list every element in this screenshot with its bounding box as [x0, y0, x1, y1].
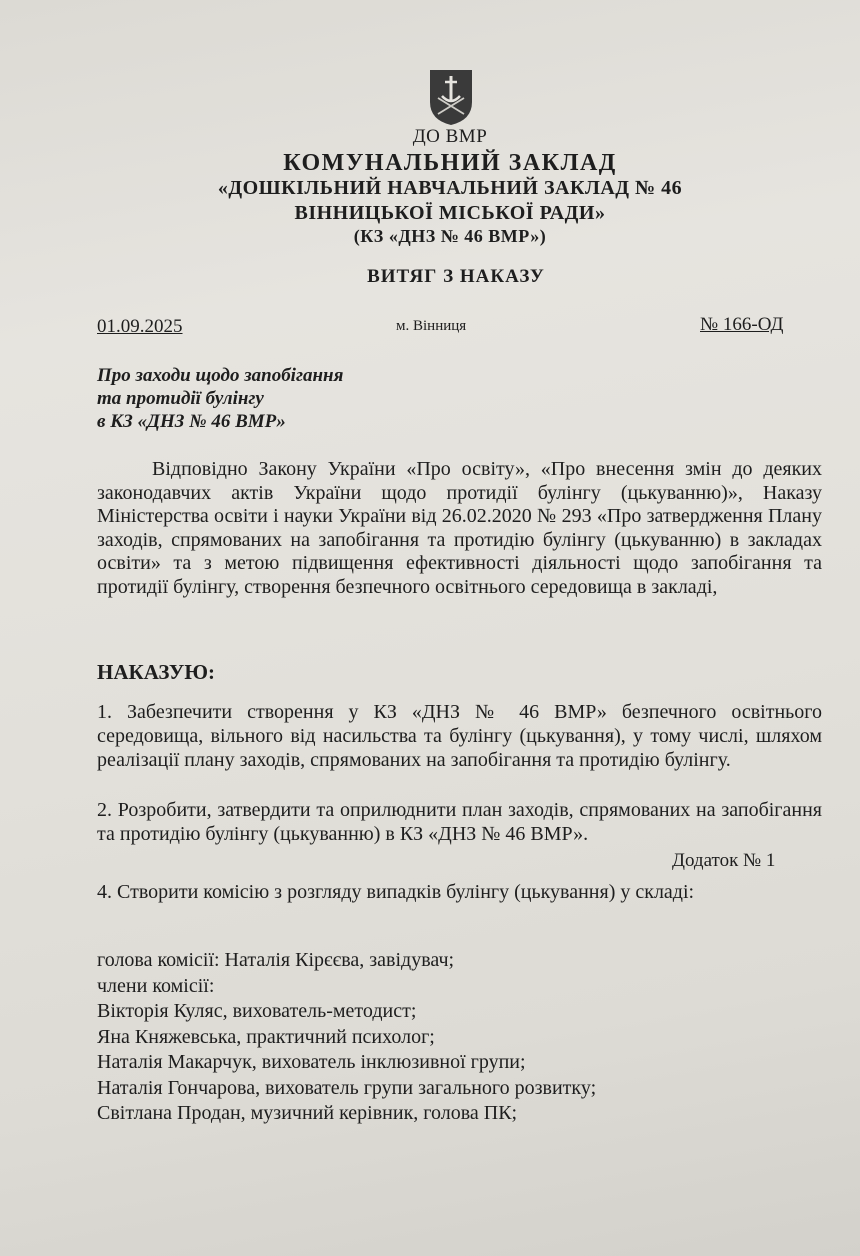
commission-member: Вікторія Куляс, вихователь-методист; [97, 1000, 417, 1022]
order-item-2: 2. Розробити, затвердити та оприлюднити план заходів, спрямованих на запобігання та протидію булінгу (цькуванню) в КЗ «ДНЗ № 46 ВМР». [97, 799, 822, 845]
order-number: № 166-ОД [700, 314, 784, 335]
order-city: м. Вінниця [396, 318, 467, 334]
org-name-line-1: КОМУНАЛЬНИЙ ЗАКЛАД [283, 150, 617, 176]
order-item-4: 4. Створити комісію з розгляду випадків булінгу (цькування) у складі: [97, 881, 695, 903]
order-heading: НАКАЗУЮ: [97, 660, 215, 684]
order-item-1: 1. Забезпечити створення у КЗ «ДНЗ № 46 ВМР» безпечного освітнього середовища, вільного від насильства та булінгу (цькування), у тому числі, шляхом реалізації плану заходів, спрямованих на запобігання та протидію булінгу. [97, 701, 822, 771]
subject-line: в КЗ «ДНЗ № 46 ВМР» [97, 411, 286, 432]
appendix-reference: Додаток № 1 [672, 850, 776, 871]
commission-chair: голова комісії: Наталія Кірєєва, завідувач; [97, 949, 455, 971]
preamble-paragraph: Відповідно Закону України «Про освіту», «Про внесення змін до деяких законодавчих актів України щодо протидії булінгу (цькуванню)», Наказу Міністерства освіти і науки України від 26.02.2020 № 293 «Про затвердження Плану заходів, спрямованих на запобігання та протидію булінгу (цькуванню) в закладах освіти» та з метою підвищення ефективності діяльності щодо запобігання та протидії булінгу, створення безпечного освітнього середовища в закладі, [97, 458, 822, 598]
org-short-name: ДО ВМР [412, 126, 488, 147]
document-title: ВИТЯГ З НАКАЗУ [367, 266, 545, 287]
commission-member: Наталія Макарчук, вихователь інклюзивної групи; [97, 1051, 526, 1073]
subject-line: та протидії булінгу [97, 388, 264, 409]
subject-line: Про заходи щодо запобігання [97, 365, 344, 386]
org-name-line-3: ВІННИЦЬКОЇ МІСЬКОЇ РАДИ» [294, 202, 606, 224]
commission-member: Світлана Продан, музичний керівник, голова ПК; [97, 1102, 518, 1124]
commission-member: Яна Княжевська, практичний психолог; [97, 1025, 435, 1048]
order-subject [97, 364, 343, 433]
vinnytsia-coat-of-arms-icon [428, 68, 474, 126]
org-abbreviation: (КЗ «ДНЗ № 46 ВМР») [353, 226, 547, 246]
commission-member: Наталія Гончарова, вихователь групи загального розвитку; [97, 1076, 597, 1099]
order-date: 01.09.2025 [97, 316, 183, 337]
commission-list [97, 948, 596, 1127]
members-label: члени комісії: [97, 974, 215, 997]
org-name-line-2: «ДОШКІЛЬНИЙ НАВЧАЛЬНИЙ ЗАКЛАД № 46 [217, 177, 683, 199]
